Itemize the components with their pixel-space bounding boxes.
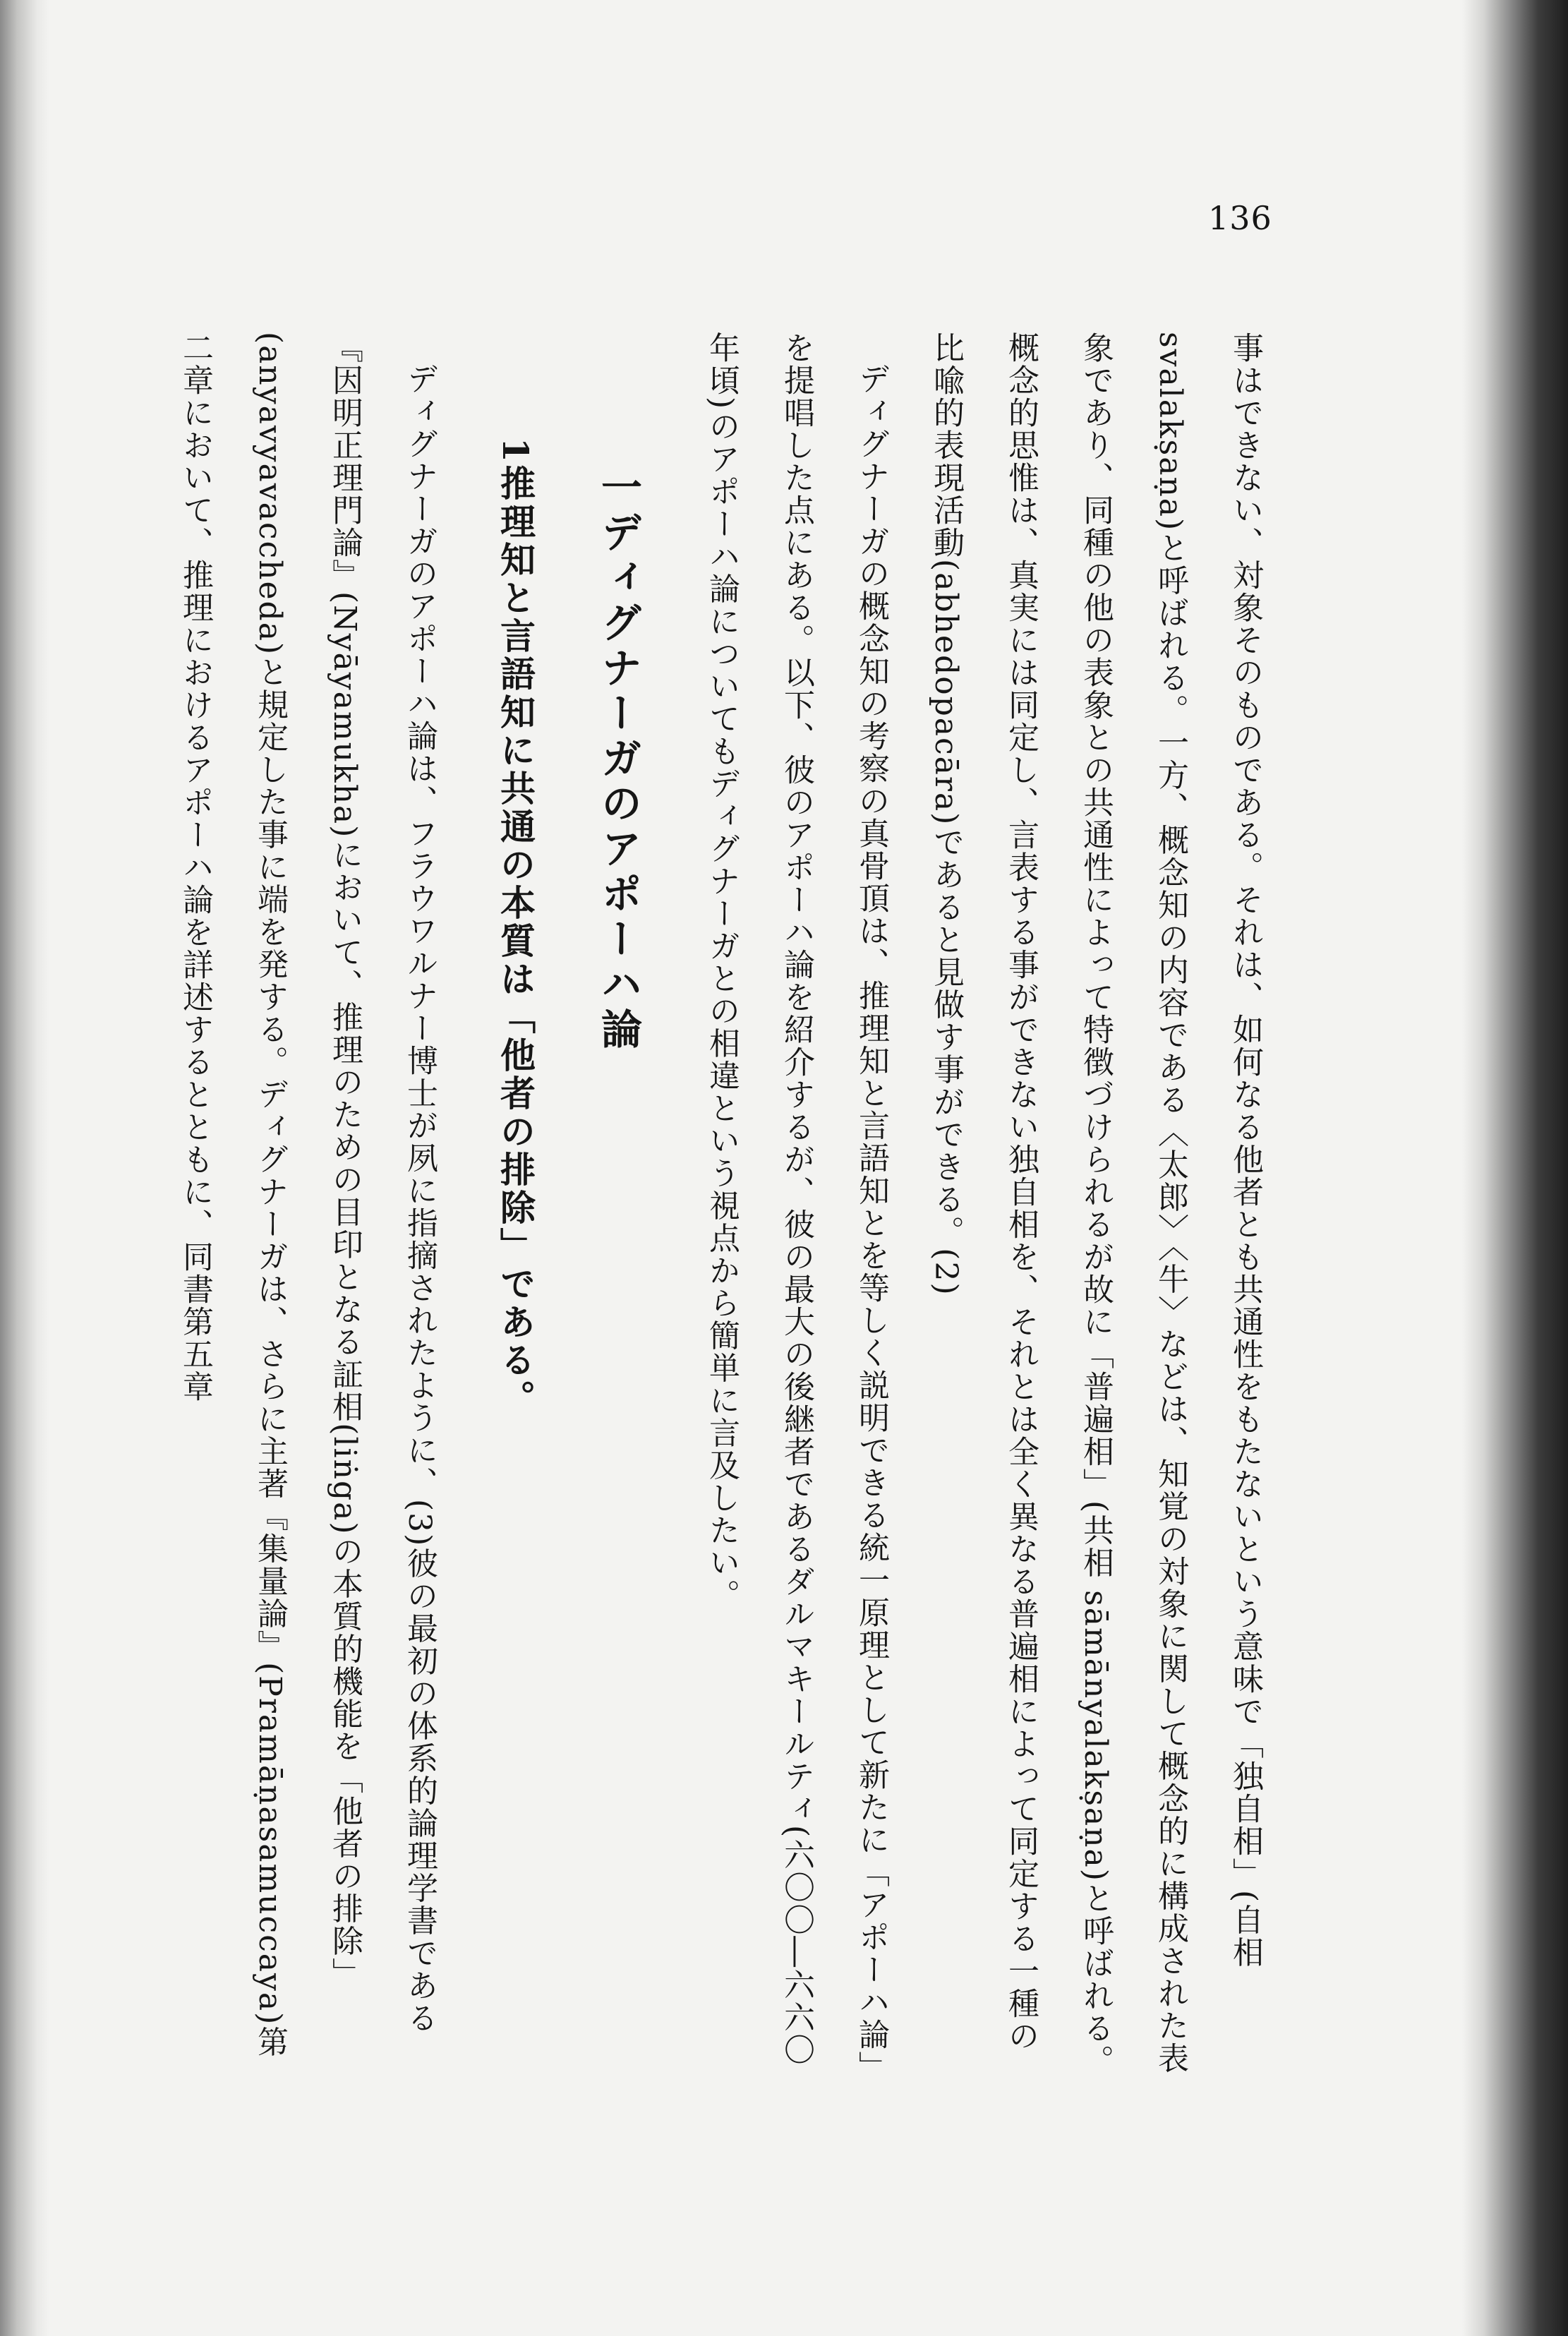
paragraph-digna-summary: ディグナーガの概念知の考察の真骨頂は、推理知と言語知とを等しく説明できる統一原理として新たに「アポーハ論」を提唱した点にある。以下、彼のアポーハ論を紹介するが、彼の最大の後継者であるダルマキールティ(六〇〇―六六〇年頃)のアポーハ論についてもディグナーガとの相違という視点から簡単に言及したい。 [704, 332, 889, 2068]
paragraph-continued: 事はできない、対象そのものである。それは、如何なる他者とも共通性をもたないという意味で「独自相」(自相 svalakṣaṇa)と呼ばれる。一方、概念知の内容である〈太郎〉〈牛〉などは、知覚の対象に関して概念的に構成された表象であり、同種の他の表象との共通性によって特徴づけられるが故に「普遍相」(共相 sāmānyalakṣaṇa)と呼ばれる。概念的思惟は、真実には同定し、言表する事ができない独自相を、それとは全く異なる普遍相によって同定する一種の比喩的表現活動(abhedopacāra)であると見做す事ができる。(2) [928, 332, 1263, 2077]
scan-shadow-right [1462, 0, 1568, 2336]
page-number: 136 [1208, 199, 1272, 237]
vertical-text-block [157, 332, 1282, 2082]
subsection-heading [478, 332, 553, 2082]
scan-shadow-left [0, 0, 49, 2336]
section-title: ディグナーガのアポーハ論 [594, 511, 642, 1053]
section-number: 一 [594, 466, 642, 511]
section-heading [581, 332, 656, 2082]
subsection-number: 1 [495, 438, 536, 465]
subsection-title: 推理知と言語知に共通の本質は「他者の排除」である。 [495, 464, 536, 1418]
paragraph-apoha-origin: ディグナーガのアポーハ論は、フラウワルナー博士が夙に指摘されたように、(3)彼の最初の体系的論理学書である『因明正理門論』(Nyāyamukha)において、推理のための目印となる証相(liṅga)の本質的機能を「他者の排除」(anyavyavaccheda)と規定した事に端を発する。ディグナーガは、さらに主著『集量論』(Pramāṇasamuccaya)第二章において、推理におけるアポーハ論を詳述するとともに、同書第五章 [177, 332, 438, 2059]
